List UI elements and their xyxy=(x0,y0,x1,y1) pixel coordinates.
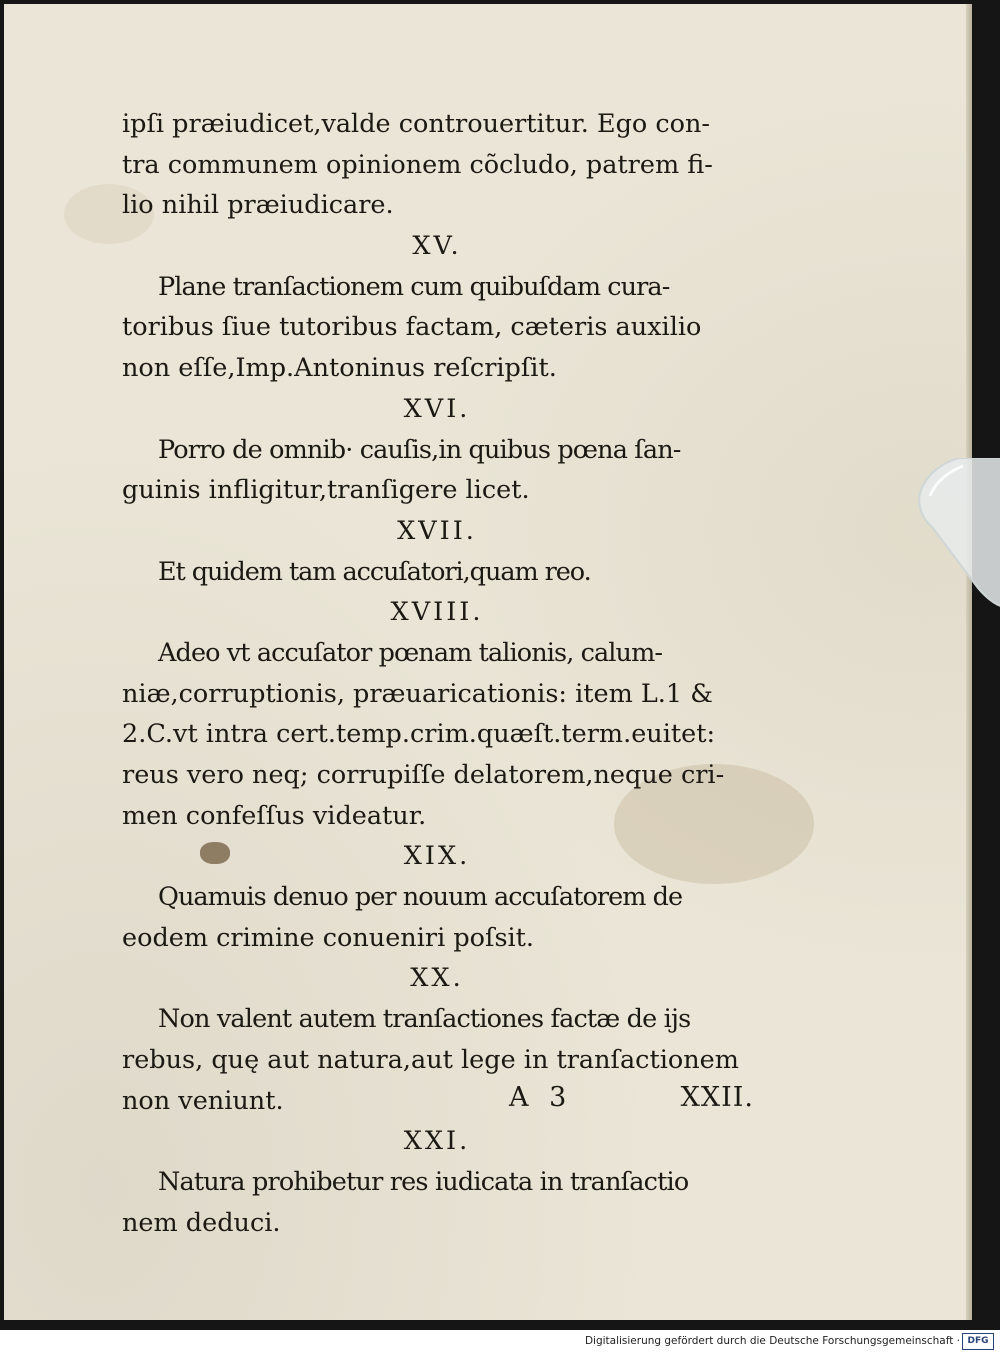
text-line: lio nihil præiudicare. xyxy=(122,190,394,221)
text-line: ipſi præiudicet,valde controuertitur. Ego con- xyxy=(122,109,711,139)
text-line: rebus, quę aut natura,aut lege in tranſactionem xyxy=(122,1044,739,1075)
page-clip xyxy=(918,458,1000,608)
text-line: Natura prohibetur res iudicata in tranſactio xyxy=(158,1166,689,1197)
text-line: non veniunt. xyxy=(122,1085,284,1116)
text-line: Porro de omnib· cauſis,in quibus pœna ſan- xyxy=(158,434,681,465)
text-line: men confeſſus videatur. xyxy=(122,800,427,831)
section-number: XV. xyxy=(412,231,462,262)
text-line: Quamuis denuo per nouum accuſatorem de xyxy=(158,882,683,913)
section-number: XXI. xyxy=(403,1126,471,1157)
text-line: Plane tranſactionem cum quibuſdam cura- xyxy=(158,271,670,302)
text-line: eodem crimine conueniri poſsit. xyxy=(122,922,535,953)
digitization-credit: Digitalisierung gefördert durch die Deutsche Forschungsgemeinschaft · xyxy=(584,1335,960,1347)
section-number: XIX. xyxy=(403,841,471,872)
text-line: 2.C.vt intra cert.temp.crim.quæſt.term.euitet: xyxy=(122,719,716,750)
section-number: XX. xyxy=(410,963,464,994)
text-line: toribus ſiue tutoribus factam, cæteris auxilio xyxy=(122,312,702,343)
section-number: XVII. xyxy=(397,515,477,546)
text-line: Non valent autem tranſactiones factæ de ijs xyxy=(158,1004,691,1035)
page-edge xyxy=(966,4,972,1320)
catchword: XXII. xyxy=(680,1082,754,1113)
text-line: Et quidem tam accuſatori,quam reo. xyxy=(158,556,591,587)
section-number: XVI. xyxy=(403,393,471,424)
text-line: niæ,corruptionis, præuaricationis: item L.1 & xyxy=(122,678,713,709)
text-line: nem deduci. xyxy=(122,1207,281,1238)
section-number: XVIII. xyxy=(390,597,484,628)
page-text xyxy=(122,104,752,1243)
text-line: guinis infligitur,tranſigere licet. xyxy=(122,475,530,506)
digitization-credit-bar xyxy=(0,1330,1000,1352)
text-line: Adeo vt accuſator pœnam talionis, calum- xyxy=(158,637,663,668)
text-line: reus vero neq; corrupiſſe delatorem,neque cri- xyxy=(122,760,725,790)
signature-mark: A 3 xyxy=(509,1082,573,1113)
page-footer xyxy=(509,1082,754,1113)
book-page xyxy=(4,4,972,1320)
text-line: non eſſe,Imp.Antoninus reſcripſit. xyxy=(122,353,557,384)
dfg-logo: DFG xyxy=(962,1333,994,1350)
text-line: tra communem opinionem cõcludo, patrem fi- xyxy=(122,149,713,180)
